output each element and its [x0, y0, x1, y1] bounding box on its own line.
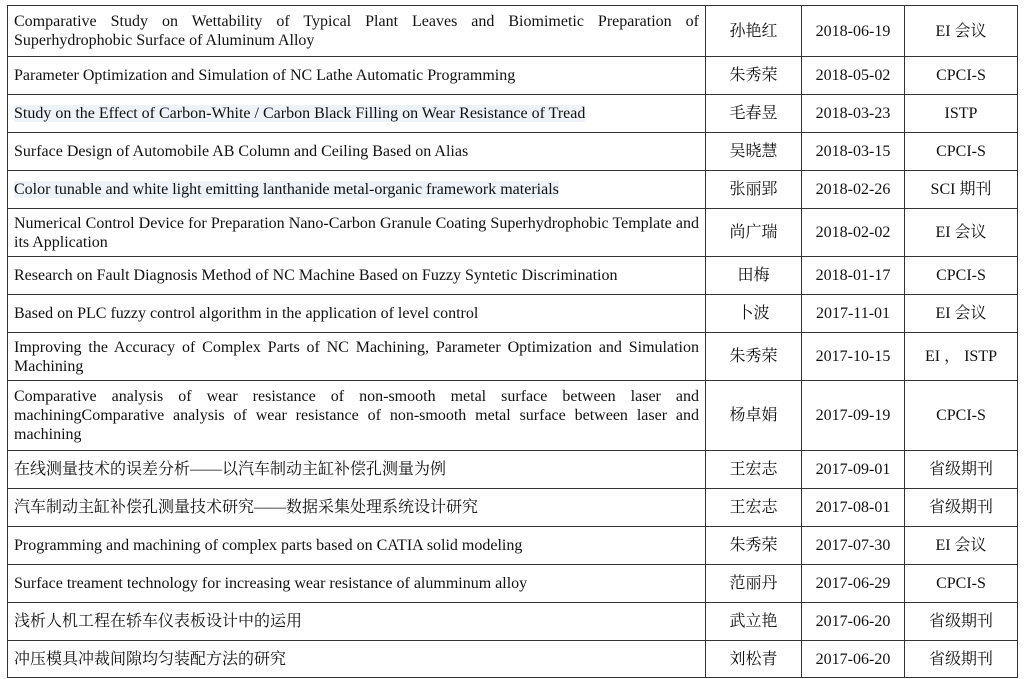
author-name: 朱秀荣 [706, 527, 802, 565]
author-name: 田梅 [706, 257, 802, 295]
table-row [8, 381, 1018, 451]
index-type: CPCI-S [905, 381, 1018, 451]
paper-title-text: Comparative analysis of wear resistance of non-smooth metal surface between laser and machiningComparative analysis of wear resistance of non-smooth metal surface between laser and machining [14, 388, 699, 443]
index-type: 省级期刊 [905, 641, 1018, 678]
publish-date: 2018-02-26 [802, 171, 905, 209]
paper-title [8, 527, 706, 565]
publish-date: 2017-06-20 [802, 603, 905, 641]
index-type: EI ， ISTP [905, 333, 1018, 381]
publish-date: 2018-03-15 [802, 133, 905, 171]
paper-title [8, 489, 706, 527]
author-name: 张丽郢 [706, 171, 802, 209]
publish-date: 2017-09-19 [802, 381, 905, 451]
table-row [8, 451, 1018, 489]
table-row [8, 527, 1018, 565]
table-row [8, 171, 1018, 209]
paper-title [8, 209, 706, 257]
paper-title-text: Numerical Control Device for Preparation Nano-Carbon Granule Coating Superhydrophobic Template and its Application [14, 214, 699, 251]
index-type: SCI 期刊 [905, 171, 1018, 209]
paper-title-text: Parameter Optimization and Simulation of NC Lathe Automatic Programming [14, 67, 516, 84]
paper-title [8, 603, 706, 641]
author-name: 吴晓慧 [706, 133, 802, 171]
publish-date: 2018-06-19 [802, 6, 905, 57]
publish-date: 2017-06-20 [802, 641, 905, 678]
author-name: 王宏志 [706, 489, 802, 527]
index-type: EI 会议 [905, 527, 1018, 565]
paper-title-text: Surface Design of Automobile AB Column and Ceiling Based on Alias [14, 143, 469, 160]
paper-title-text: Programming and machining of complex parts based on CATIA solid modeling [14, 537, 523, 554]
paper-title [8, 295, 706, 333]
index-type: EI 会议 [905, 209, 1018, 257]
publish-date: 2017-10-15 [802, 333, 905, 381]
publish-date: 2017-08-01 [802, 489, 905, 527]
publish-date: 2017-07-30 [802, 527, 905, 565]
index-type: CPCI-S [905, 257, 1018, 295]
index-type: CPCI-S [905, 565, 1018, 603]
table-row [8, 6, 1018, 57]
publish-date: 2018-02-02 [802, 209, 905, 257]
author-name: 毛春昱 [706, 95, 802, 133]
table-row [8, 209, 1018, 257]
author-name: 朱秀荣 [706, 57, 802, 95]
paper-title-text: Research on Fault Diagnosis Method of NC Machine Based on Fuzzy Syntetic Discrimination [14, 267, 618, 284]
table-row [8, 95, 1018, 133]
paper-title-text: Improving the Accuracy of Complex Parts of NC Machining, Parameter Optimization and Simulation Machining [14, 338, 699, 375]
publish-date: 2018-01-17 [802, 257, 905, 295]
paper-title-text: Surface treament technology for increasing wear resistance of alumminum alloy [14, 575, 528, 592]
index-type: EI 会议 [905, 295, 1018, 333]
publications-table [7, 5, 1018, 678]
paper-title-text: 在线测量技术的误差分析——以汽车制动主缸补偿孔测量为例 [14, 461, 447, 478]
paper-title-text: 冲压模具冲裁间隙均匀装配方法的研究 [14, 650, 287, 668]
publish-date: 2017-11-01 [802, 295, 905, 333]
table-row [8, 489, 1018, 527]
publish-date: 2018-03-23 [802, 95, 905, 133]
author-name: 王宏志 [706, 451, 802, 489]
index-type: CPCI-S [905, 133, 1018, 171]
paper-title [8, 333, 706, 381]
table-row [8, 641, 1018, 678]
table-row [8, 295, 1018, 333]
paper-title-text: 汽车制动主缸补偿孔测量技术研究——数据采集处理系统设计研究 [14, 499, 479, 516]
index-type: 省级期刊 [905, 489, 1018, 527]
publish-date: 2017-09-01 [802, 451, 905, 489]
table-row [8, 57, 1018, 95]
author-name: 杨卓娟 [706, 381, 802, 451]
paper-title-text: Study on the Effect of Carbon-White / Carbon Black Filling on Wear Resistance of Tread [14, 105, 586, 122]
table-row [8, 133, 1018, 171]
table-row [8, 257, 1018, 295]
index-type: ISTP [905, 95, 1018, 133]
paper-title [8, 95, 706, 133]
paper-title [8, 381, 706, 451]
index-type: 省级期刊 [905, 603, 1018, 641]
paper-title [8, 171, 706, 209]
paper-title [8, 257, 706, 295]
publish-date: 2017-06-29 [802, 565, 905, 603]
index-type: 省级期刊 [905, 451, 1018, 489]
author-name: 卜波 [706, 295, 802, 333]
author-name: 尚广瑞 [706, 209, 802, 257]
publications-table-body [8, 6, 1018, 678]
author-name: 范丽丹 [706, 565, 802, 603]
table-row [8, 603, 1018, 641]
index-type: CPCI-S [905, 57, 1018, 95]
paper-title [8, 451, 706, 489]
paper-title [8, 641, 706, 678]
author-name: 刘松青 [706, 641, 802, 678]
table-row [8, 565, 1018, 603]
author-name: 朱秀荣 [706, 333, 802, 381]
paper-title-text: 浅析人机工程在轿车仪表板设计中的运用 [14, 613, 303, 630]
paper-title [8, 565, 706, 603]
paper-title-text: Based on PLC fuzzy control algorithm in the application of level control [14, 305, 479, 322]
paper-title [8, 6, 706, 57]
author-name: 武立艳 [706, 603, 802, 641]
paper-title [8, 57, 706, 95]
publish-date: 2018-05-02 [802, 57, 905, 95]
table-row [8, 333, 1018, 381]
author-name: 孙艳红 [706, 6, 802, 57]
index-type: EI 会议 [905, 6, 1018, 57]
paper-title [8, 133, 706, 171]
paper-title-text: Comparative Study on Wettability of Typical Plant Leaves and Biomimetic Preparation of Superhydrophobic Surface of Aluminum Alloy [14, 13, 699, 49]
paper-title-text: Color tunable and white light emitting lanthanide metal-organic framework materials [14, 181, 559, 198]
